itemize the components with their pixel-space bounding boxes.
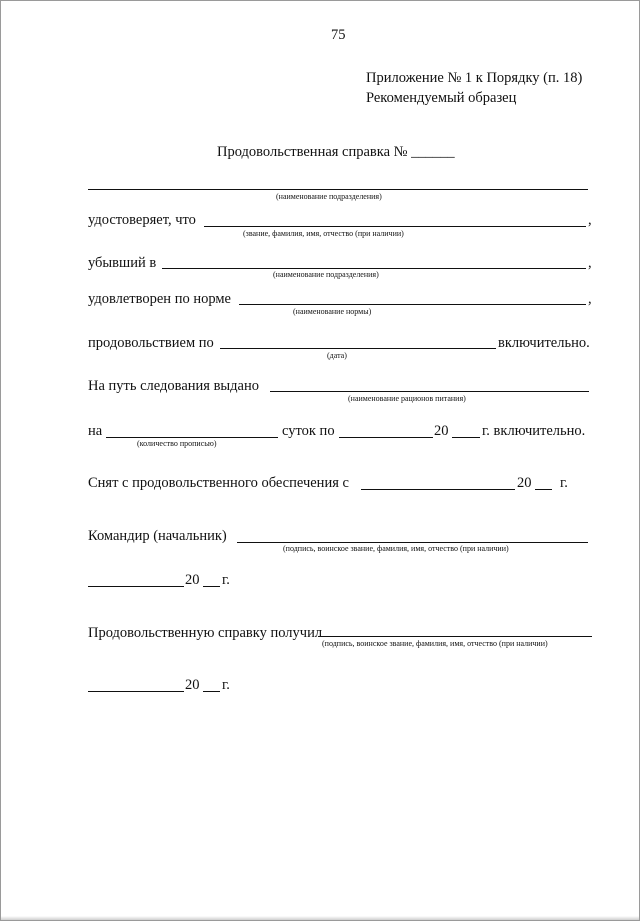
satisfied-label: удовлетворен по норме xyxy=(88,291,231,307)
received-label: Продовольственную справку получил xyxy=(88,625,323,641)
document-title: Продовольственная справка № ______ xyxy=(217,144,455,160)
page-bottom-edge xyxy=(1,916,639,920)
norm-caption: (наименование нормы) xyxy=(293,307,372,316)
date1-day-line xyxy=(88,586,184,587)
comma-1: , xyxy=(588,212,592,228)
date-line xyxy=(220,348,496,349)
on-label: на xyxy=(88,423,103,439)
page-number: 75 xyxy=(331,27,346,43)
date1-year-suffix: г. xyxy=(222,572,230,588)
removed-year-suffix: г. xyxy=(560,475,568,491)
commander-sign-line xyxy=(237,542,588,543)
removed-year-twenty: 20 xyxy=(517,475,532,491)
departed-label: убывший в xyxy=(88,255,157,271)
removed-date-line xyxy=(361,489,515,490)
quantity-caption: (количество прописью) xyxy=(137,439,217,448)
rank-name-caption: (звание, фамилия, имя, отчество (при наличии) xyxy=(243,229,404,238)
commander-label: Командир (начальник) xyxy=(88,528,227,544)
norm-line xyxy=(239,304,586,305)
travel-label: На путь следования выдано xyxy=(88,378,259,394)
date-caption: (дата) xyxy=(327,351,347,360)
subdivision-top-caption: (наименование подразделения) xyxy=(276,192,382,201)
year-inclusive-label: г. включительно. xyxy=(482,423,586,439)
removed-year-line xyxy=(535,489,552,490)
ration-caption: (наименование рационов питания) xyxy=(348,394,466,403)
receiver-sign-caption: (подпись, воинское звание, фамилия, имя, отчество (при наличии) xyxy=(322,639,548,648)
date2-year-suffix: г. xyxy=(222,677,230,693)
days-year-line xyxy=(452,437,480,438)
date1-year-twenty: 20 xyxy=(185,572,200,588)
subdivision-caption: (наименование подразделения) xyxy=(273,270,379,279)
appendix-heading: Приложение № 1 к Порядку (п. 18) xyxy=(366,70,583,86)
ration-line xyxy=(270,391,589,392)
date2-day-line xyxy=(88,691,184,692)
comma-3: , xyxy=(588,291,592,307)
receiver-sign-line xyxy=(318,636,592,637)
comma-2: , xyxy=(588,255,592,271)
date2-year-line xyxy=(203,691,220,692)
rank-name-line xyxy=(204,226,586,227)
days-year-twenty: 20 xyxy=(434,423,449,439)
date1-year-line xyxy=(203,586,220,587)
sample-heading: Рекомендуемый образец xyxy=(366,90,517,106)
quantity-line xyxy=(106,437,278,438)
days-to-label: суток по xyxy=(282,423,335,439)
date2-year-twenty: 20 xyxy=(185,677,200,693)
departed-line xyxy=(162,268,586,269)
days-date-line xyxy=(339,437,433,438)
commander-sign-caption: (подпись, воинское звание, фамилия, имя, отчество (при наличии) xyxy=(283,544,509,553)
provisions-label: продовольствием по xyxy=(88,335,214,351)
removed-label: Снят с продовольственного обеспечения с xyxy=(88,475,349,491)
certifies-label: удостоверяет, что xyxy=(88,212,196,228)
inclusive-label: включительно. xyxy=(498,335,590,351)
subdivision-top-line xyxy=(88,189,588,190)
